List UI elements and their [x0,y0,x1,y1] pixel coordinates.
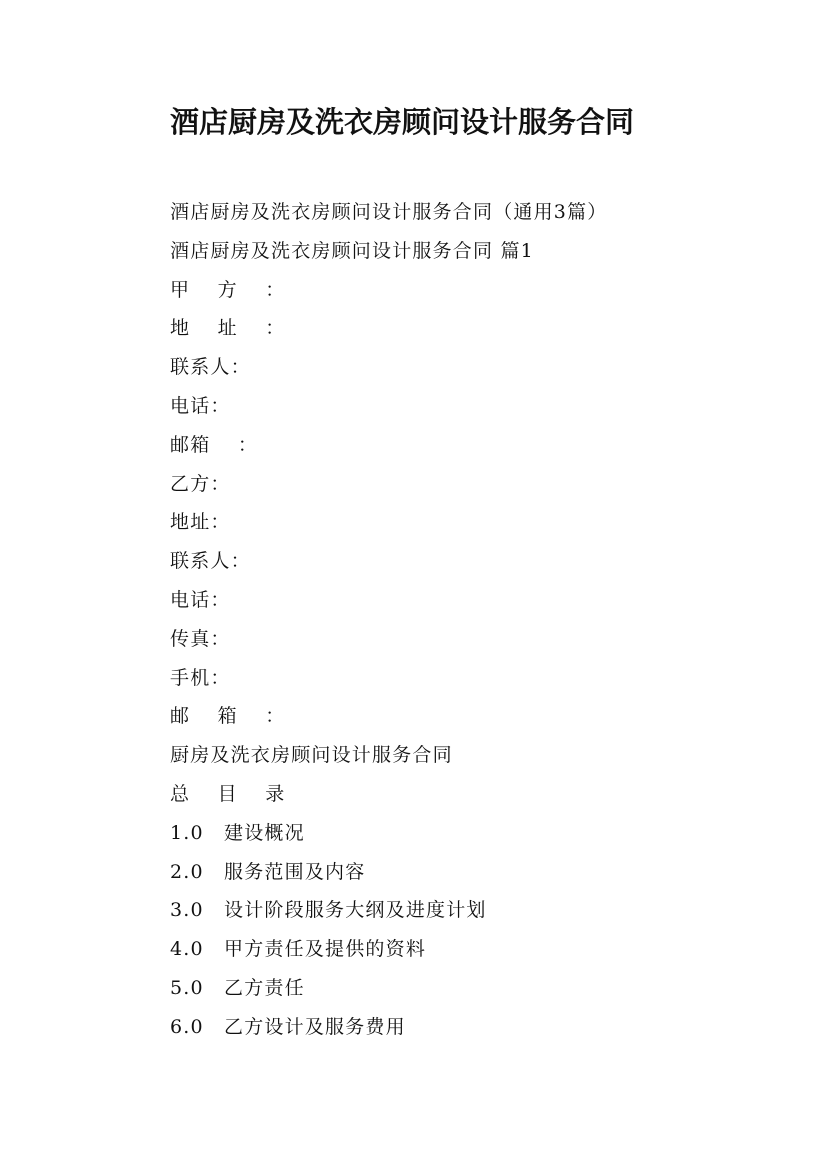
section-heading: 酒店厨房及洗衣房顾问设计服务合同 篇1 [170,239,534,262]
party-a-phone-label: 电话： [170,394,231,417]
toc-item: 4.0 甲方责任及提供的资料 [170,938,427,961]
party-b-email-label: 邮 箱 ： [170,705,286,728]
toc-item: 2.0 服务范围及内容 [170,860,366,883]
party-b-phone-label: 电话： [170,588,231,611]
party-b-mobile-label: 手机： [170,666,231,689]
party-a-address-label: 地 址 ： [170,317,286,340]
toc-item: 6.0 乙方设计及服务费用 [170,1015,406,1038]
party-b-address-label: 地址： [170,511,231,534]
party-a-label: 甲 方 ： [170,278,286,301]
document-body [170,193,790,1047]
subtitle-line: 酒店厨房及洗衣房顾问设计服务合同（通用3篇） [170,201,608,223]
party-b-fax-label: 传真： [170,627,231,650]
party-b-label: 乙方： [170,472,231,495]
party-a-contact-label: 联系人： [170,356,251,379]
party-a-email-label: 邮箱 ： [170,433,259,456]
toc-item: 5.0 乙方责任 [170,976,305,999]
contract-name-line: 厨房及洗衣房顾问设计服务合同 [170,744,453,767]
toc-item: 3.0 设计阶段服务大纲及进度计划 [170,899,487,922]
party-b-contact-label: 联系人： [170,550,251,573]
document-title: 酒店厨房及洗衣房顾问设计服务合同 [170,105,635,139]
table-of-contents-heading: 总 目 录 [170,782,286,805]
toc-item: 1.0 建设概况 [170,821,305,844]
